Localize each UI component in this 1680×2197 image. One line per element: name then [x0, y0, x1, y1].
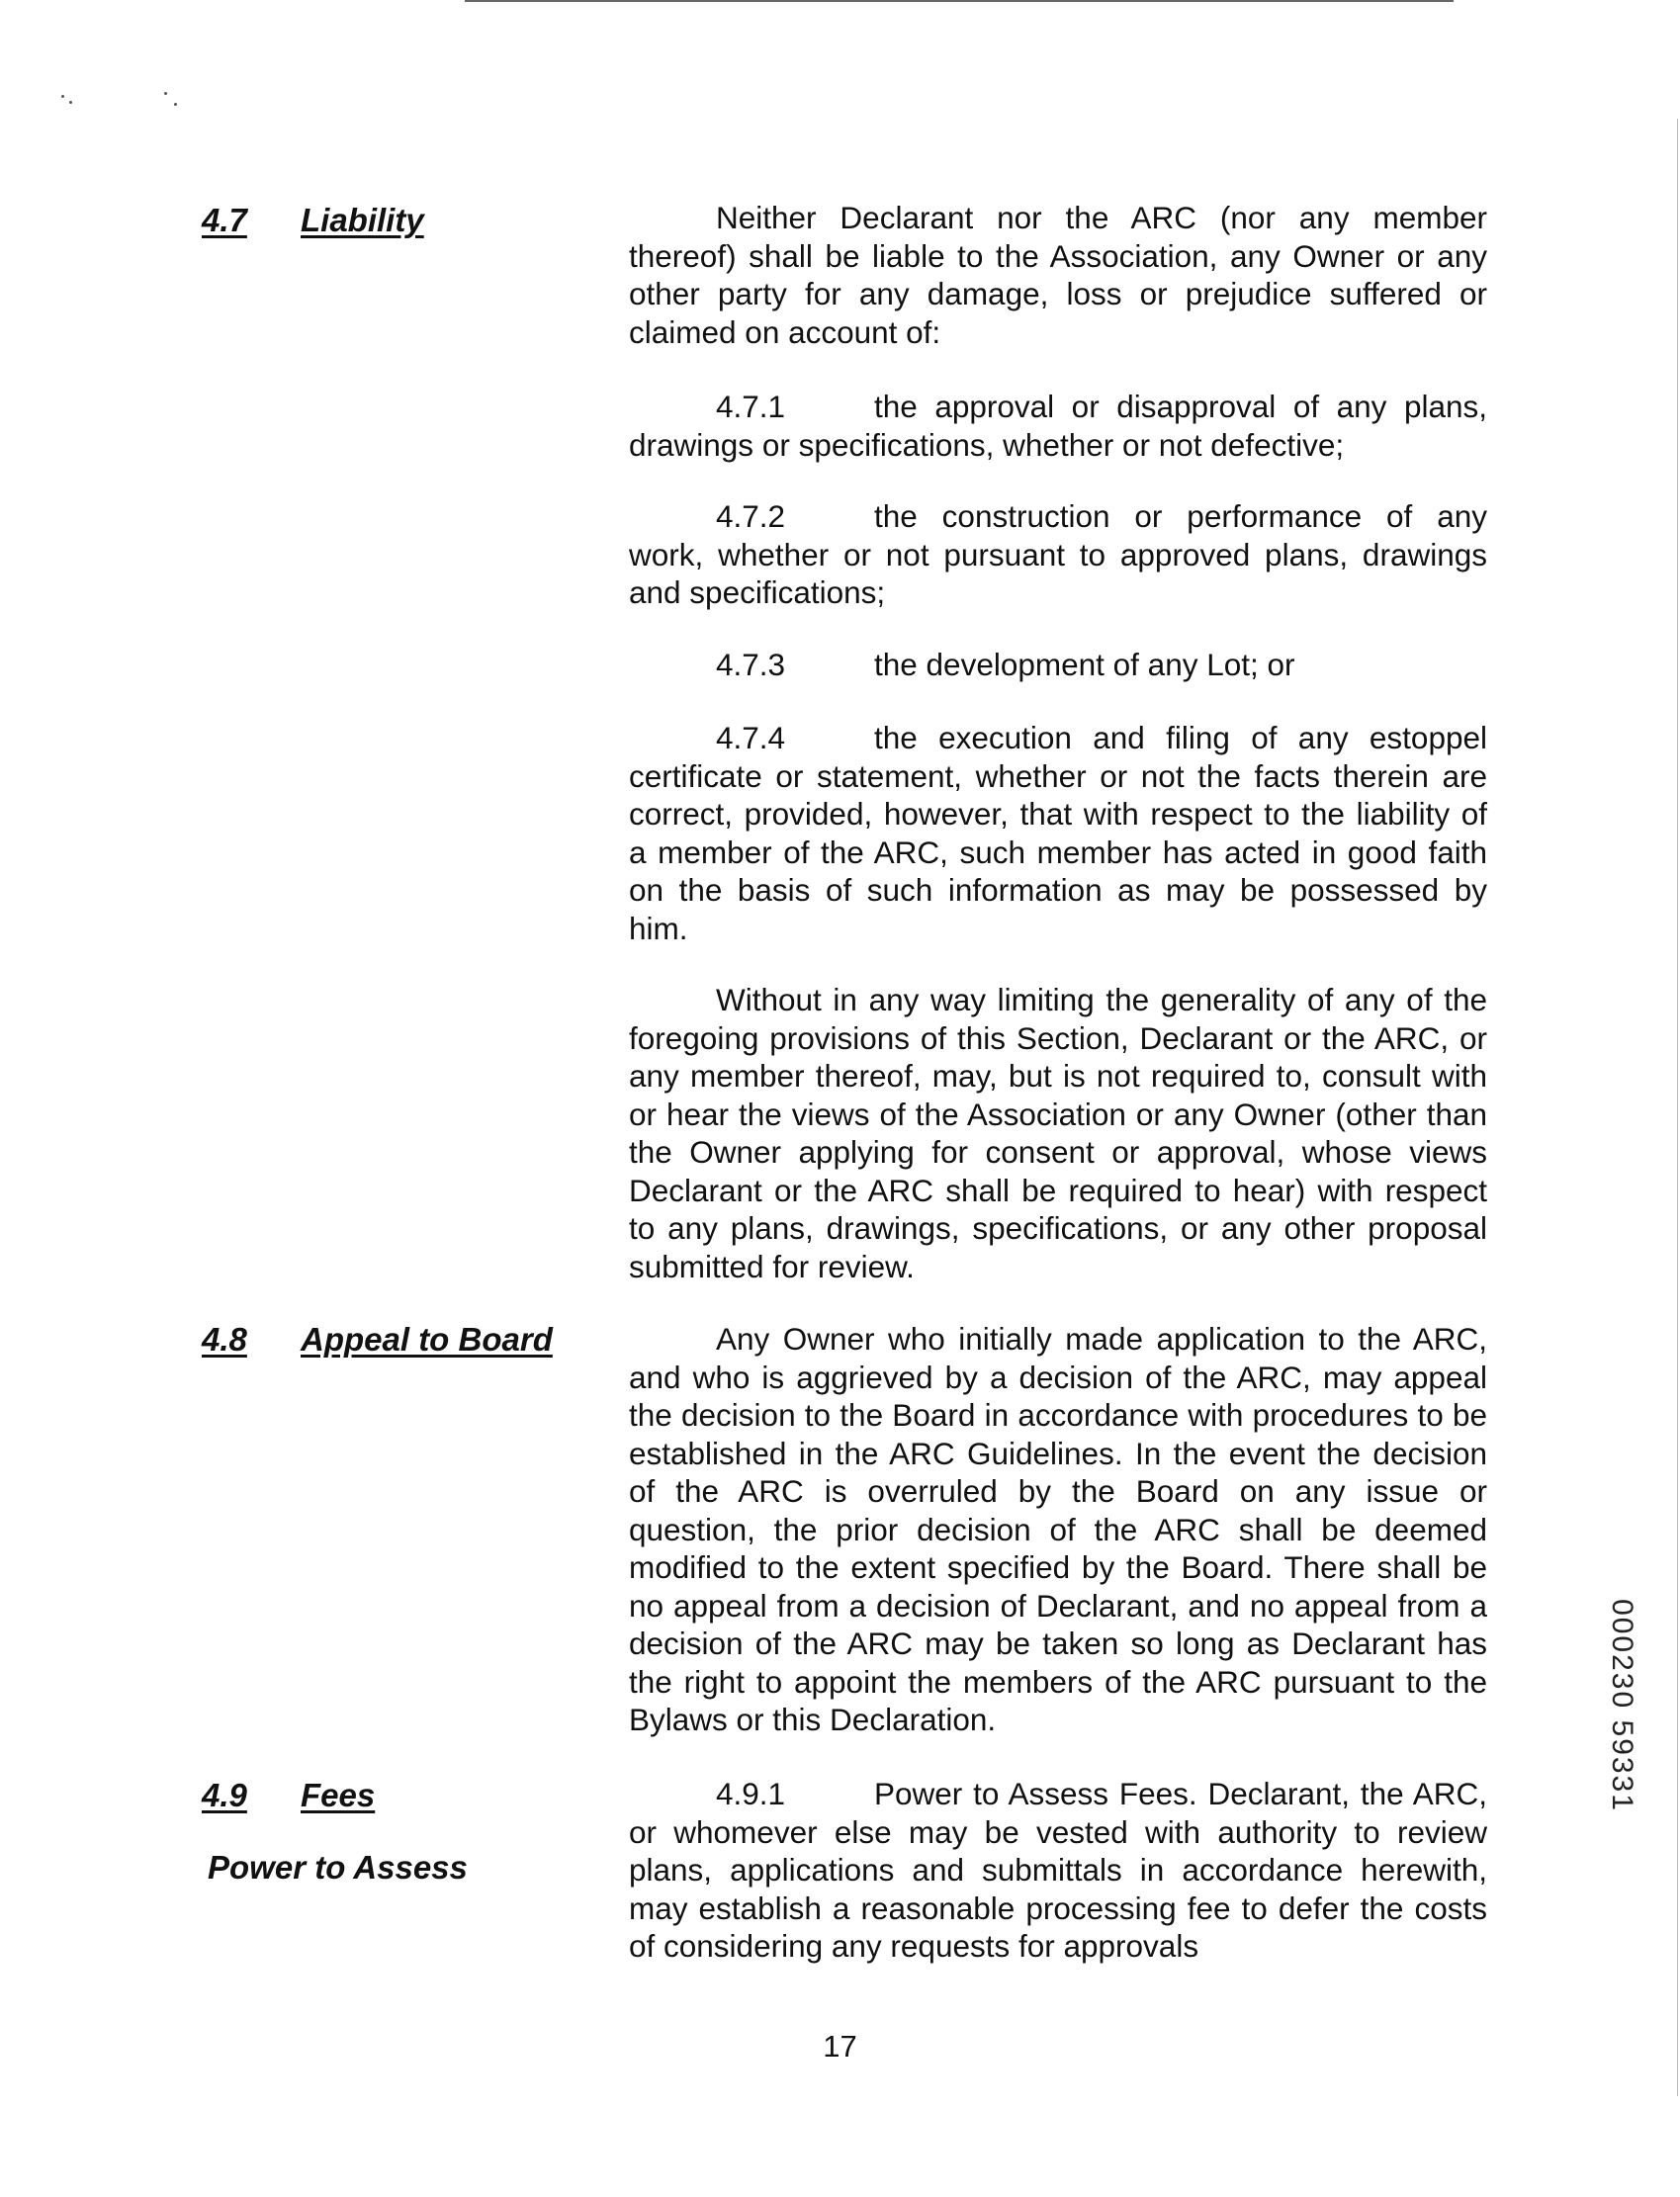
recording-stamp-text: 000230 59331 [1606, 1599, 1638, 1812]
item-4-7-1 [629, 388, 1487, 464]
scan-top-rule [465, 0, 1454, 2]
scan-speck [69, 101, 72, 104]
item-number: 4.9.1 [716, 1776, 786, 1811]
section-4-8-body: Any Owner who initially made application to the ARC, and who is aggrieved by a decision of the ARC, may appeal the decision to the Board in accordance with procedures to be established in the ARC Guidelines. In the event the decision of the ARC is overruled by the Board on any issue or question, the prior decision of the ARC shall be deemed modified to the extent specified by the Board. There shall be no appeal from a decision of Declarant, and no appeal from a decision of the ARC may be taken so long as Declarant has the right to appoint the members of the ARC pursuant to the Bylaws or this Declaration. [629, 1321, 1487, 1737]
item-number: 4.7.4 [716, 720, 786, 755]
section-title: Appeal to Board [301, 1321, 553, 1358]
section-number: 4.8 [202, 1321, 247, 1358]
item-text: Power to Assess Fees. Declarant, the ARC, or whomever else may be vested with authority to review plans, applications and submittals in accordance herewith, may establish a reasonable processing fee to defer the costs of considering any requests for approvals [629, 1776, 1487, 1964]
item-number: 4.7.3 [716, 647, 786, 682]
section-4-9-body [629, 1775, 1487, 1966]
item-number: 4.7.1 [716, 389, 786, 424]
section-heading-4-9 [202, 1777, 375, 1814]
item-number: 4.7.2 [716, 498, 786, 534]
item-text: the execution and filing of any estoppel certificate or statement, whether or not the facts therein are correct, provided, however, that with respect to the liability of a member of the ARC, such member has acted in good faith on the basis of such information as may be possessed by him. [629, 720, 1487, 946]
scan-speck [61, 95, 64, 98]
item-4-7-3 [629, 646, 1487, 684]
item-text: the development of any Lot; or [874, 647, 1295, 682]
section-4-9-subheading: Power to Assess [208, 1849, 468, 1886]
scan-edge-line [1677, 119, 1678, 2096]
section-4-7-intro: Neither Declarant nor the ARC (nor any member thereof) shall be liable to the Association, any Owner or any other party for any damage, loss or prejudice suffered or claimed on account of: [629, 200, 1487, 350]
section-4-7-closing: Without in any way limiting the generality of any of the foregoing provisions of this Section, Declarant or the ARC, or any member thereof, may, but is not required to, consult with or hear the views of the Association or any Owner (other than the Owner applying for consent or approval, whose views Declarant or the ARC shall be required to hear) with respect to any plans, drawings, specifications, or any other proposal submitted for review. [629, 982, 1487, 1284]
section-number: 4.9 [202, 1777, 247, 1813]
section-heading-4-8 [202, 1321, 553, 1359]
section-title: Liability [301, 202, 424, 238]
item-text: the construction or performance of any work, whether or not pursuant to approved plans, drawings and specifications; [629, 498, 1487, 610]
section-title: Fees [301, 1777, 376, 1813]
item-4-7-2 [629, 497, 1487, 612]
scan-speck [164, 92, 167, 95]
item-4-7-4 [629, 719, 1487, 947]
scan-speck [174, 103, 177, 106]
recording-stamp [1602, 1587, 1641, 1824]
page-number: 17 [823, 2029, 857, 2064]
item-text: the approval or disapproval of any plans, drawings or specifications, whether or not defective; [629, 389, 1487, 463]
section-heading-4-7 [202, 202, 424, 239]
section-number: 4.7 [202, 202, 247, 238]
